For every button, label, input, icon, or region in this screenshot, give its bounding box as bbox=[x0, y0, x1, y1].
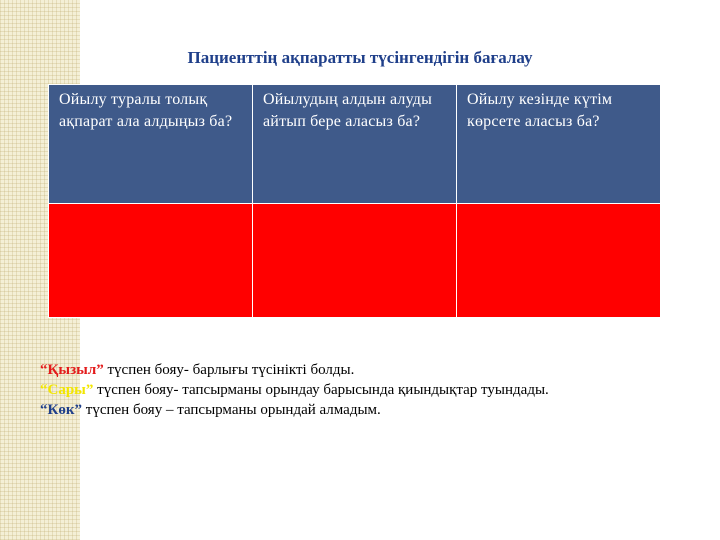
assessment-table bbox=[48, 84, 661, 318]
legend-keyword-red: “Қызыл” bbox=[40, 362, 104, 378]
table-header-cell-3: Ойылу кезінде күтім көрсете аласыз ба? bbox=[457, 85, 661, 204]
table-header-cell-1: Ойылу туралы толық ақпарат ала алдыңыз ба? bbox=[49, 85, 253, 204]
page-title: Пациенттің ақпаратты түсінгендігін бағалау bbox=[187, 48, 533, 67]
table-row bbox=[49, 204, 661, 318]
legend-item-blue bbox=[40, 400, 680, 420]
color-legend bbox=[40, 360, 680, 420]
legend-keyword-blue: “Көк” bbox=[40, 402, 83, 418]
table-cell-red-3 bbox=[457, 204, 661, 318]
legend-text-blue: түспен бояу – тапсырманы орындай алмадым. bbox=[82, 402, 381, 418]
table-cell-red-2 bbox=[253, 204, 457, 318]
legend-text-yellow: түспен бояу- тапсырманы орындау барысында қиындықтар туындады. bbox=[93, 382, 549, 398]
legend-item-red bbox=[40, 360, 680, 380]
table-header-cell-2: Ойылудың алдын алуды айтып бере аласыз ба? bbox=[253, 85, 457, 204]
table-cell-red-1 bbox=[49, 204, 253, 318]
legend-text-red: түспен бояу- барлығы түсінікті болды. bbox=[103, 362, 355, 378]
table-header-row bbox=[49, 85, 661, 204]
legend-item-yellow bbox=[40, 380, 680, 400]
legend-keyword-yellow: “Сары” bbox=[40, 382, 94, 398]
